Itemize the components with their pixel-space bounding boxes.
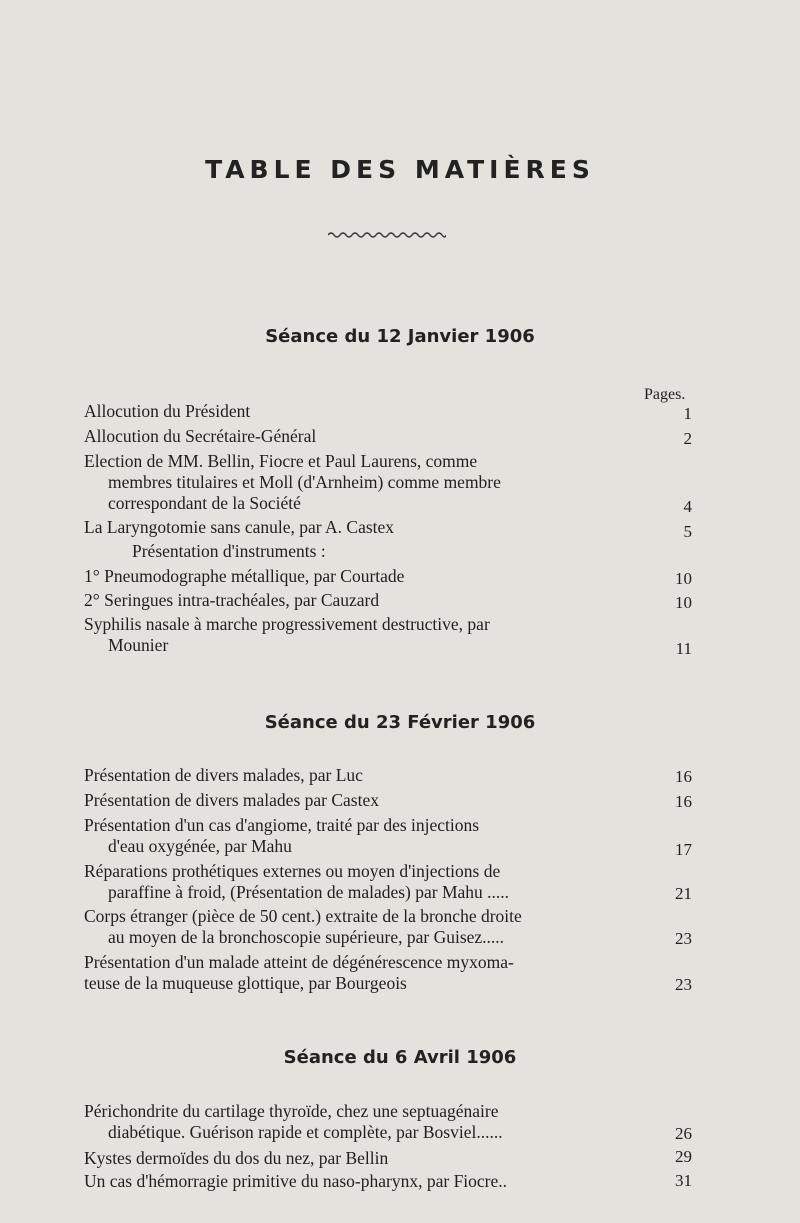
- toc-entry: [84, 614, 624, 656]
- entry-line: paraffine à froid, (Présentation de malades) par Mahu .....: [108, 882, 510, 902]
- pages-column-label: Pages.: [644, 386, 686, 403]
- page-number: 2: [683, 429, 692, 448]
- toc-entry: [84, 451, 624, 514]
- entry-line: Réparations prothétiques externes ou moyen d'injections de: [84, 861, 501, 881]
- entry-line: 2° Seringues intra-trachéales, par Cauzard: [84, 590, 380, 610]
- toc-entry: [84, 1148, 624, 1169]
- entry-line: au moyen de la bronchoscopie supérieure, par Guisez.....: [108, 927, 505, 947]
- page-number: 11: [675, 639, 692, 658]
- toc-entry: [84, 790, 624, 811]
- toc-entry: [84, 906, 624, 948]
- entry-line: Présentation d'instruments :: [132, 541, 326, 561]
- entry-line: 1° Pneumodographe métallique, par Courtade: [84, 566, 405, 586]
- page-number: 10: [675, 593, 692, 612]
- entry-line: La Laryngotomie sans canule, par A. Castex: [84, 517, 395, 537]
- entry-line: Syphilis nasale à marche progressivement destructive, par: [84, 614, 490, 634]
- entry-line: Présentation de divers malades par Castex: [84, 790, 379, 810]
- page-title: TABLE DES MATIÈRES: [205, 155, 595, 184]
- toc-entry: [84, 401, 624, 422]
- page-number: 31: [675, 1171, 692, 1190]
- page-number: 16: [675, 792, 692, 811]
- page-number: 23: [675, 975, 692, 994]
- entry-line: correspondant de la Société: [108, 493, 301, 513]
- entry-line: Présentation de divers malades, par Luc: [84, 765, 363, 785]
- page-number: 17: [675, 840, 692, 859]
- toc-entry: [84, 541, 624, 562]
- entry-line: Corps étranger (pièce de 50 cent.) extraite de la bronche droite: [84, 906, 522, 926]
- entry-line: teuse de la muqueuse glottique, par Bourgeois: [84, 973, 407, 993]
- entry-line: Présentation d'un malade atteint de dégénérescence myxoma-: [84, 952, 514, 972]
- toc-entry: [84, 861, 624, 903]
- toc-entry: [84, 426, 624, 447]
- toc-entry: [84, 1101, 624, 1143]
- entry-line: diabétique. Guérison rapide et complète, par Bosviel......: [108, 1122, 503, 1142]
- entry-line: membres titulaires et Moll (d'Arnheim) comme membre: [108, 472, 501, 492]
- toc-entry: [84, 1171, 624, 1192]
- page-number: 26: [675, 1124, 692, 1143]
- entry-line: Allocution du Secrétaire-Général: [84, 426, 317, 446]
- toc-entry: [84, 815, 624, 857]
- page-number: 21: [675, 884, 692, 903]
- page-number: 23: [675, 929, 692, 948]
- section-heading: Séance du 23 Février 1906: [264, 712, 536, 733]
- entry-line: Présentation d'un cas d'angiome, traité par des injections: [84, 815, 480, 835]
- page-number: 4: [683, 497, 692, 516]
- page-number: 1: [683, 404, 692, 423]
- entry-line: Périchondrite du cartilage thyroïde, chez une septuagénaire: [84, 1101, 499, 1121]
- toc-entry: [84, 590, 624, 611]
- page-number: 16: [675, 767, 692, 786]
- section-heading: Séance du 12 Janvier 1906: [265, 326, 535, 347]
- page-number: 5: [683, 522, 692, 541]
- toc-entry: [84, 952, 624, 994]
- ornament-rule: [328, 230, 446, 240]
- entry-line: Mounier: [108, 635, 169, 655]
- toc-entry: [84, 566, 624, 587]
- toc-entry: [84, 765, 624, 786]
- entry-line: Election de MM. Bellin, Fiocre et Paul Laurens, comme: [84, 451, 478, 471]
- page-number: 10: [675, 569, 692, 588]
- section-heading: Séance du 6 Avril 1906: [283, 1047, 517, 1068]
- entry-line: Kystes dermoïdes du dos du nez, par Bellin: [84, 1148, 389, 1168]
- page-number: 29: [675, 1147, 692, 1166]
- entry-line: Allocution du Président: [84, 401, 251, 421]
- toc-entry: [84, 517, 624, 538]
- entry-line: d'eau oxygénée, par Mahu: [108, 836, 292, 856]
- entry-line: Un cas d'hémorragie primitive du naso-pharynx, par Fiocre..: [84, 1171, 508, 1191]
